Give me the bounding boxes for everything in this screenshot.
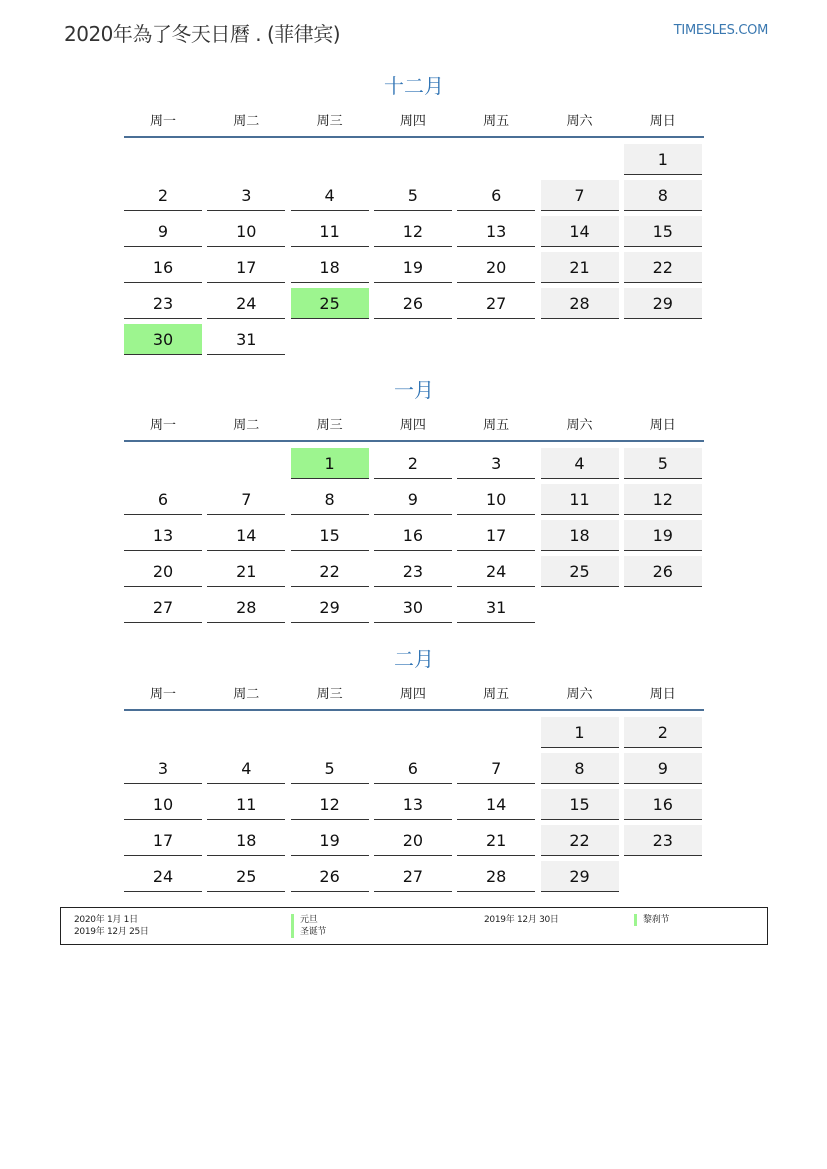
day-cell: 24 bbox=[457, 556, 535, 587]
weekday-header: 周日 bbox=[649, 687, 676, 702]
page-title: 2020年為了冬天日曆 . (菲律宾) bbox=[64, 22, 341, 46]
legend-date: 2019年 12月 30日 bbox=[484, 915, 559, 925]
day-cell: 11 bbox=[207, 789, 285, 820]
day-cell: 8 bbox=[291, 484, 369, 515]
day-cell: 18 bbox=[541, 520, 619, 551]
day-cell: 31 bbox=[457, 592, 535, 623]
weekday-header: 周一 bbox=[149, 687, 176, 702]
day-cell: 18 bbox=[291, 252, 369, 283]
day-cell: 2 bbox=[374, 448, 452, 479]
day-cell: 3 bbox=[124, 753, 202, 784]
day-cell: 29 bbox=[541, 861, 619, 892]
day-cell: 14 bbox=[207, 520, 285, 551]
day-cell: 18 bbox=[207, 825, 285, 856]
day-cell: 20 bbox=[457, 252, 535, 283]
day-cell: 8 bbox=[541, 753, 619, 784]
day-cell: 27 bbox=[457, 288, 535, 319]
weekday-header: 周五 bbox=[483, 114, 510, 129]
day-cell: 16 bbox=[624, 789, 702, 820]
day-cell: 4 bbox=[541, 448, 619, 479]
day-cell: 29 bbox=[291, 592, 369, 623]
day-cell: 12 bbox=[374, 216, 452, 247]
day-cell: 13 bbox=[457, 216, 535, 247]
weekday-header: 周四 bbox=[399, 418, 426, 433]
day-cell: 4 bbox=[291, 180, 369, 211]
day-cell: 28 bbox=[541, 288, 619, 319]
day-cell: 17 bbox=[457, 520, 535, 551]
day-cell: 23 bbox=[124, 288, 202, 319]
legend-date: 2019年 12月 25日 bbox=[74, 927, 149, 937]
day-cell: 25 bbox=[291, 288, 369, 319]
weekday-header: 周五 bbox=[483, 418, 510, 433]
day-cell: 5 bbox=[374, 180, 452, 211]
day-cell: 1 bbox=[541, 717, 619, 748]
day-cell: 30 bbox=[124, 324, 202, 355]
weekday-header: 周三 bbox=[316, 418, 343, 433]
day-cell: 13 bbox=[374, 789, 452, 820]
weekday-header: 周二 bbox=[233, 687, 260, 702]
day-cell: 26 bbox=[291, 861, 369, 892]
day-cell: 16 bbox=[124, 252, 202, 283]
weekday-header: 周一 bbox=[149, 114, 176, 129]
day-cell: 27 bbox=[124, 592, 202, 623]
day-cell: 10 bbox=[124, 789, 202, 820]
header-divider bbox=[124, 440, 704, 442]
day-cell: 25 bbox=[541, 556, 619, 587]
day-cell: 27 bbox=[374, 861, 452, 892]
day-cell: 23 bbox=[374, 556, 452, 587]
day-cell: 15 bbox=[624, 216, 702, 247]
day-cell: 7 bbox=[457, 753, 535, 784]
day-cell: 8 bbox=[624, 180, 702, 211]
day-cell: 1 bbox=[291, 448, 369, 479]
day-cell: 30 bbox=[374, 592, 452, 623]
weekday-header: 周四 bbox=[399, 687, 426, 702]
day-cell: 19 bbox=[624, 520, 702, 551]
day-cell: 14 bbox=[541, 216, 619, 247]
day-cell: 20 bbox=[124, 556, 202, 587]
day-cell: 1 bbox=[624, 144, 702, 175]
day-cell: 7 bbox=[541, 180, 619, 211]
weekday-header: 周六 bbox=[566, 687, 593, 702]
legend-holiday-name: 圣诞节 bbox=[291, 926, 326, 938]
header-divider bbox=[124, 709, 704, 711]
day-cell: 6 bbox=[124, 484, 202, 515]
day-cell: 28 bbox=[457, 861, 535, 892]
day-cell: 5 bbox=[291, 753, 369, 784]
day-cell: 15 bbox=[291, 520, 369, 551]
day-cell: 13 bbox=[124, 520, 202, 551]
legend-dates-right bbox=[484, 914, 559, 926]
day-cell: 2 bbox=[624, 717, 702, 748]
day-cell: 3 bbox=[457, 448, 535, 479]
weekday-header: 周二 bbox=[233, 418, 260, 433]
month-title: 二月 bbox=[394, 647, 434, 671]
legend-dates-left bbox=[74, 914, 149, 938]
legend-names-left bbox=[291, 914, 326, 938]
day-cell: 28 bbox=[207, 592, 285, 623]
day-cell: 17 bbox=[207, 252, 285, 283]
weekday-header: 周三 bbox=[316, 687, 343, 702]
month-title: 十二月 bbox=[384, 74, 444, 98]
day-cell: 9 bbox=[624, 753, 702, 784]
day-cell: 16 bbox=[374, 520, 452, 551]
day-cell: 15 bbox=[541, 789, 619, 820]
day-cell: 6 bbox=[457, 180, 535, 211]
day-cell: 11 bbox=[541, 484, 619, 515]
day-cell: 21 bbox=[457, 825, 535, 856]
weekday-header: 周六 bbox=[566, 114, 593, 129]
day-cell: 26 bbox=[374, 288, 452, 319]
weekday-header: 周六 bbox=[566, 418, 593, 433]
weekday-header: 周日 bbox=[649, 418, 676, 433]
site-link[interactable]: TIMESLES.COM bbox=[673, 23, 768, 38]
day-cell: 2 bbox=[124, 180, 202, 211]
weekday-header: 周三 bbox=[316, 114, 343, 129]
weekday-header: 周五 bbox=[483, 687, 510, 702]
day-cell: 20 bbox=[374, 825, 452, 856]
day-cell: 25 bbox=[207, 861, 285, 892]
day-cell: 5 bbox=[624, 448, 702, 479]
day-cell: 17 bbox=[124, 825, 202, 856]
day-cell: 7 bbox=[207, 484, 285, 515]
day-cell: 10 bbox=[457, 484, 535, 515]
legend-names-right bbox=[634, 914, 669, 926]
legend-date: 2020年 1月 1日 bbox=[74, 915, 138, 925]
day-cell: 26 bbox=[624, 556, 702, 587]
day-cell: 22 bbox=[541, 825, 619, 856]
day-cell: 24 bbox=[124, 861, 202, 892]
day-cell: 24 bbox=[207, 288, 285, 319]
day-cell: 4 bbox=[207, 753, 285, 784]
day-cell: 10 bbox=[207, 216, 285, 247]
legend-holiday-name: 黎刹节 bbox=[634, 914, 669, 926]
day-cell: 14 bbox=[457, 789, 535, 820]
day-cell: 19 bbox=[291, 825, 369, 856]
month-title: 一月 bbox=[394, 378, 434, 402]
day-cell: 29 bbox=[624, 288, 702, 319]
header-divider bbox=[124, 136, 704, 138]
weekday-header: 周日 bbox=[649, 114, 676, 129]
day-cell: 12 bbox=[291, 789, 369, 820]
day-cell: 21 bbox=[207, 556, 285, 587]
day-cell: 9 bbox=[374, 484, 452, 515]
holiday-legend bbox=[60, 907, 768, 945]
legend-holiday-name: 元旦 bbox=[291, 914, 326, 926]
day-cell: 12 bbox=[624, 484, 702, 515]
day-cell: 19 bbox=[374, 252, 452, 283]
day-cell: 21 bbox=[541, 252, 619, 283]
weekday-header: 周一 bbox=[149, 418, 176, 433]
weekday-header: 周二 bbox=[233, 114, 260, 129]
day-cell: 31 bbox=[207, 324, 285, 355]
day-cell: 22 bbox=[291, 556, 369, 587]
day-cell: 9 bbox=[124, 216, 202, 247]
day-cell: 22 bbox=[624, 252, 702, 283]
day-cell: 23 bbox=[624, 825, 702, 856]
day-cell: 11 bbox=[291, 216, 369, 247]
day-cell: 3 bbox=[207, 180, 285, 211]
weekday-header: 周四 bbox=[399, 114, 426, 129]
day-cell: 6 bbox=[374, 753, 452, 784]
